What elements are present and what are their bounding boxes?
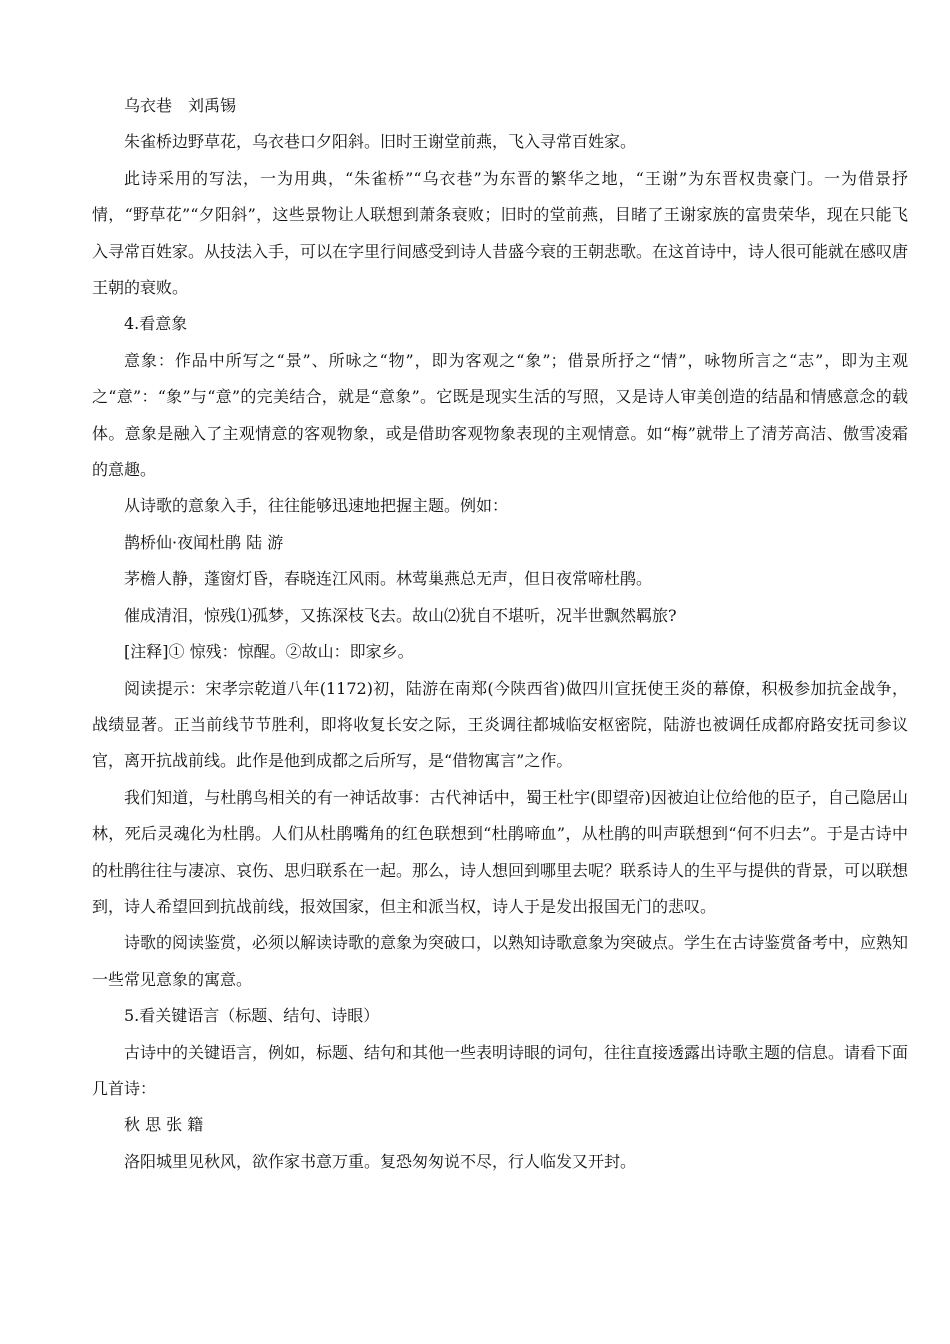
document-body: [92, 88, 908, 1180]
poem-title-wuyixiang: 乌衣巷 刘禹锡: [124, 96, 237, 115]
cuckoo-myth-paragraph: 我们知道，与杜鹃鸟相关的有一神话故事：古代神话中，蜀王杜宇(即望帝)因被迫让位给他的臣子，自己隐居山林，死后灵魂化为杜鹃。人们从杜鹃嘴角的红色联想到“杜鹃啼血”，从杜鹃的叫声联想到“何不归去”。于是古诗中的杜鹃往往与凄凉、哀伤、思归联系在一起。那么，诗人想回到哪里去呢？联系诗人的生平与提供的背景，可以联想到，诗人希望回到抗战前线，报效国家，但主和派当权，诗人于是发出报国无门的悲叹。: [92, 787, 909, 916]
poem-line-queqiaoxian-2: 催成清泪，惊残⑴孤梦，又拣深枝飞去。故山⑵犹自不堪听，况半世飘然羁旅?: [124, 605, 677, 625]
poem-text-wuyixiang: 朱雀桥边野草花，乌衣巷口夕阳斜。旧时王谢堂前燕，飞入寻常百姓家。: [124, 132, 637, 152]
analysis-paragraph-wuyixiang: 此诗采用的写法，一为用典，“朱雀桥”“乌衣巷”为东晋的繁华之地，“王谢”为东晋权贵豪门。一为借景抒情，“野草花”“夕阳斜”，这些景物让人联想到萧条衰败；旧时的堂前燕，目睹了王谢家族的富贵荣华，现在只能飞入寻常百姓家。从技法入手，可以在字里行间感受到诗人昔盛今衰的王朝悲歌。在这首诗中，诗人很可能就在感叹唐王朝的衰败。: [92, 168, 909, 298]
section-heading-imagery: 4.看意象: [124, 314, 188, 334]
poem-title-qiusi: 秋 思 张 籍: [124, 1115, 204, 1135]
imagery-summary-paragraph: 诗歌的阅读鉴赏，必须以解读诗歌的意象为突破口，以熟知诗歌意象为突破点。学生在古诗鉴赏备考中，应熟知一些常见意象的寓意。: [92, 933, 909, 989]
section-heading-key-language: 5.看关键语言（标题、结句、诗眼）: [124, 1006, 380, 1026]
imagery-definition-paragraph: 意象：作品中所写之“景”、所咏之“物”，即为客观之“象”；借景所抒之“情”，咏物所言之“志”，即为主观之“意”：“象”与“意”的完美结合，就是“意象”。它既是现实生活的写照，又是诗人审美创造的结晶和情感意念的载体。意象是融入了主观情意的客观物象，或是借助客观物象表现的主观情意。如“梅”就带上了清芳高洁、傲雪凌霜的意趣。: [92, 350, 908, 480]
reading-tip-paragraph: 阅读提示：宋孝宗乾道八年(1172)初，陆游在南郑(今陕西省)做四川宣抚使王炎的幕僚，积极参加抗金战争，战绩显著。正当前线节节胜利，即将收复长安之际，王炎调往都城临安枢密院，陆游也被调任成都府路安抚司参议官，离开抗战前线。此作是他到成都之后所写，是“借物寓言”之作。: [92, 678, 908, 771]
poem-text-qiusi: 洛阳城里见秋风，欲作家书意万重。复恐匆匆说不尽，行人临发又开封。: [124, 1151, 637, 1171]
key-language-paragraph: 古诗中的关键语言，例如，标题、结句和其他一些表明诗眼的词句，往往直接透露出诗歌主题的信息。请看下面几首诗：: [92, 1042, 909, 1098]
imagery-intro-paragraph: 从诗歌的意象入手，往往能够迅速地把握主题。例如：: [124, 496, 509, 516]
poem-annotation: [注释]① 惊残：惊醒。②故山：即家乡。: [124, 642, 414, 662]
poem-line-queqiaoxian-1: 茅檐人静，蓬窗灯昏，春晓连江风雨。林莺巢燕总无声，但日夜常啼杜鹃。: [124, 569, 653, 589]
poem-title-queqiaoxian: 鹊桥仙·夜闻杜鹃 陆 游: [124, 532, 284, 552]
